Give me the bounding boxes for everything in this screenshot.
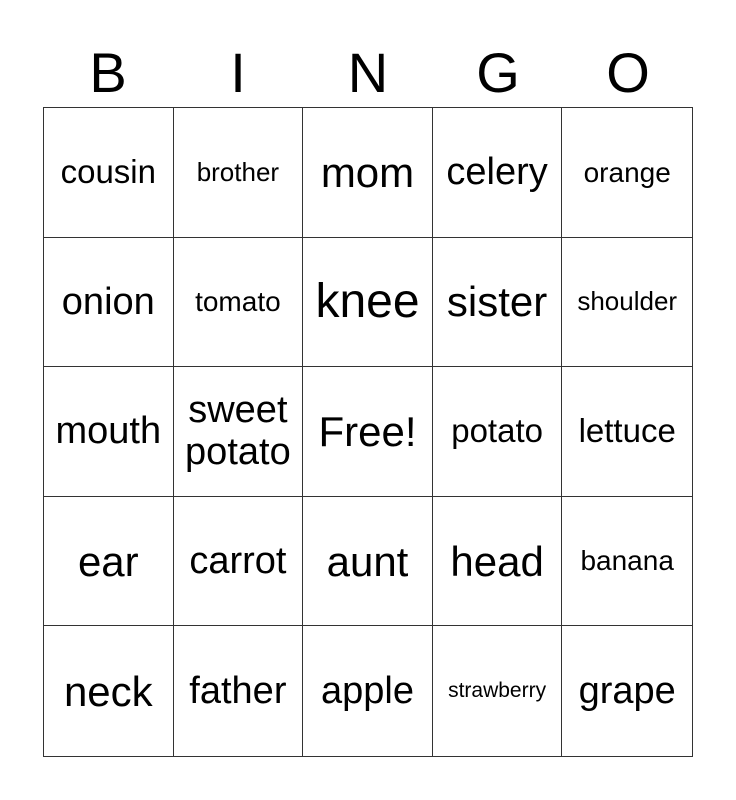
cell-word: sister (446, 278, 548, 326)
bingo-cell (562, 497, 692, 627)
bingo-cell (303, 497, 433, 627)
bingo-cell (303, 108, 433, 238)
bingo-cell (174, 238, 304, 368)
cell-word: apple (321, 669, 414, 712)
cell-word: tomato (195, 286, 281, 318)
header-letter-i: I (230, 41, 246, 104)
header-letter-b: B (89, 41, 127, 104)
bingo-cell (303, 626, 433, 756)
header-letter-o: O (606, 41, 650, 104)
bingo-cell (44, 108, 174, 238)
bingo-cell (303, 367, 433, 497)
bingo-cell (433, 626, 563, 756)
cell-word: aunt (326, 537, 409, 585)
cell-word: knee (315, 275, 420, 329)
cell-word: potato (451, 412, 543, 450)
cell-word: onion (61, 280, 155, 323)
cell-word: lettuce (578, 412, 676, 450)
bingo-cell (562, 238, 692, 368)
cell-word: cousin (60, 152, 156, 190)
bingo-cell (433, 497, 563, 627)
bingo-cell (433, 108, 563, 238)
bingo-cell (44, 626, 174, 756)
cell-word: head (450, 537, 544, 585)
cell-word: Free! (318, 407, 417, 455)
cell-word: strawberry (448, 679, 547, 703)
cell-word: father (189, 669, 287, 712)
header-letter-n: N (347, 41, 389, 104)
bingo-cell (44, 497, 174, 627)
cell-word: orange (583, 156, 671, 188)
bingo-cell (174, 626, 304, 756)
cell-word: celery (446, 151, 548, 194)
cell-word: carrot (189, 539, 287, 582)
cell-word: shoulder (577, 286, 678, 317)
cell-word: ear (77, 537, 139, 585)
cell-word: grape (578, 669, 676, 712)
bingo-cell (44, 367, 174, 497)
bingo-board (43, 107, 693, 757)
cell-word: brother (196, 156, 280, 187)
bingo-cell (44, 238, 174, 368)
cell-word: neck (63, 667, 153, 715)
cell-word: mouth (55, 410, 162, 453)
bingo-cell (433, 238, 563, 368)
cell-word: mom (320, 148, 415, 196)
bingo-cell (562, 108, 692, 238)
bingo-cell (303, 238, 433, 368)
bingo-cell (562, 367, 692, 497)
bingo-header (43, 40, 693, 106)
bingo-cell (562, 626, 692, 756)
cell-word: banana (580, 545, 674, 577)
cell-word: sweet potato (185, 388, 291, 474)
bingo-cell (433, 367, 563, 497)
bingo-cell (174, 497, 304, 627)
bingo-cell (174, 108, 304, 238)
bingo-cell (174, 367, 304, 497)
header-letter-g: G (476, 41, 520, 104)
